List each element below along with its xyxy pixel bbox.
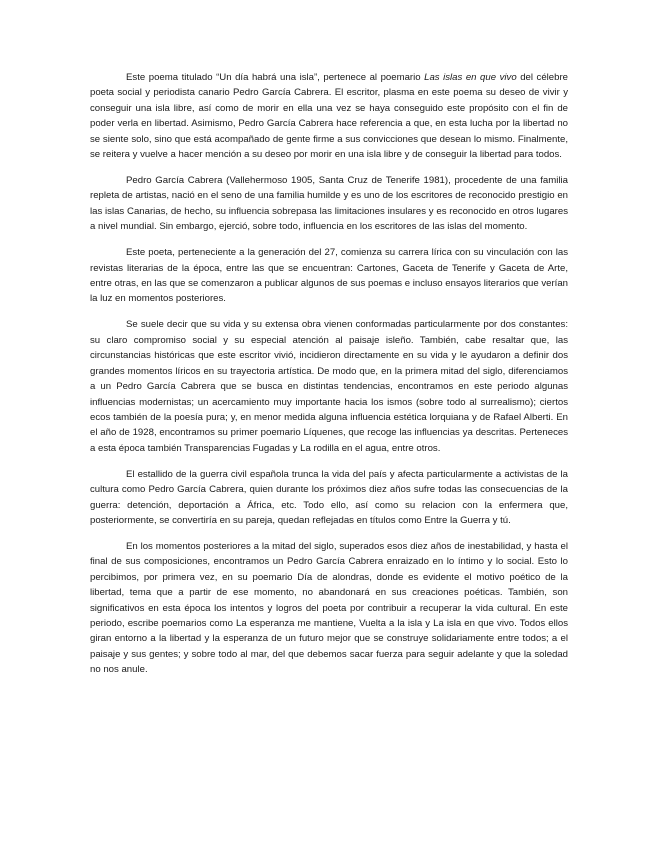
paragraph-1-body: del célebre poeta social y periodista canario Pedro García Cabrera. El escritor, plasma en este poema su deseo de vivir y conseguir una isla libre, así como de morir en ella una vez se haya conseguido este propósito con el fin de poder verla en libertad. Asimismo, Pedro García Cabrera hace referencia a que, en esta lucha por la libertad no se siente solo, sino que está acompañado de gente firme a sus convicciones que desean lo mismo. Finalmente, se reitera y vuelve a hacer mención a su deseo por morir en una isla libre y de conseguir la libertad para todos. bbox=[90, 72, 568, 161]
book-title-italic: Las islas en que vivo bbox=[424, 72, 517, 83]
paragraph-1 bbox=[90, 70, 568, 162]
paragraph-2: Pedro García Cabrera (Vallehermoso 1905, Santa Cruz de Tenerife 1981), procedente de una familia repleta de artistas, nació en el seno de una familia humilde y es uno de los escritores de reconocido prestigio en las islas Canarias, de hecho, su influencia sobrepasa las limitaciones insulares y es reconocido en otros lugares a nivel mundial. Sin embargo, ejerció, sobre todo, influencia en los escritores de las islas del momento. bbox=[90, 175, 568, 233]
paragraph-4: Se suele decir que su vida y su extensa obra vienen conformadas particularmente por dos constantes: su claro compromiso social y su especial atención al paisaje isleño. También, cabe resaltar que, las circunstancias históricas que este escritor vivió, incidieron directamente en su vida y le ayudaron a definir dos grandes momentos líricos en su trayectoria artística. De modo que, en la primera mitad del siglo, diferenciamos a un Pedro García Cabrera que se busca en distintas tendencias, encontramos en este periodo algunas influencias modernistas; un acercamiento muy importante hacia los ismos (sobre todo al surrealismo); ciertos ecos también de la poesía pura; y, en menor medida alguna influencia estética lorquiana y de Rafael Alberti. En el año de 1928, encontramos su primer poemario Líquenes, que recoge las influencias ya descritas. Perteneces a esta época también Transparencias Fugadas y La rodilla en el agua, entre otros. bbox=[90, 319, 568, 454]
paragraph-5: El estallido de la guerra civil española trunca la vida del país y afecta particularmente a activistas de la cultura como Pedro García Cabrera, quien durante los próximos diez años sufre todas las consecuencias de la guerra: detención, deportación a África, etc. Todo ello, así como su relacion con la enfermera que, posteriormente, se convertiría en su pareja, quedan reflejadas en títulos como Entre la Guerra y tú. bbox=[90, 468, 568, 526]
paragraph-6: En los momentos posteriores a la mitad del siglo, superados esos diez años de inestabilidad, y hasta el final de sus composiciones, encontramos un Pedro García Cabrera enraizado en lo íntimo y lo social. Esto lo percibimos, por primera vez, en su poemario Día de alondras, donde es evidente el motivo poético de la libertad, tema que a partir de ese momento, no abandonará en sus creaciones poéticas. También, son significativos en esta época los intentos y logros del poeta por contribuir a recuperar la vida cultural. En este periodo, escribe poemarios como La esperanza me mantiene, Vuelta a la isla y La isla en que vivo. Todos ellos giran entorno a la libertad y la esperanza de un futuro mejor que se construye solidariamente entre todos; a el paisaje y sus gentes; y sobre todo al mar, del que debemos sacar fuerza para seguir adelante y que la soledad no nos anule. bbox=[90, 540, 568, 676]
paragraph-1-intro: Este poema titulado “Un día habrá una isla”, pertenece al poemario bbox=[126, 72, 425, 83]
paragraph-3: Este poeta, perteneciente a la generación del 27, comienza su carrera lírica con su vinculación con las revistas literarias de la época, entre las que se encuentran: Cartones, Gaceta de Tenerife y Gaceta de Arte, entre otras, en las que se comenzaron a publicar algunos de sus poemas e incluso ensayos literarios que verían la luz en momentos posteriores. bbox=[90, 247, 568, 305]
document-page bbox=[90, 70, 568, 688]
